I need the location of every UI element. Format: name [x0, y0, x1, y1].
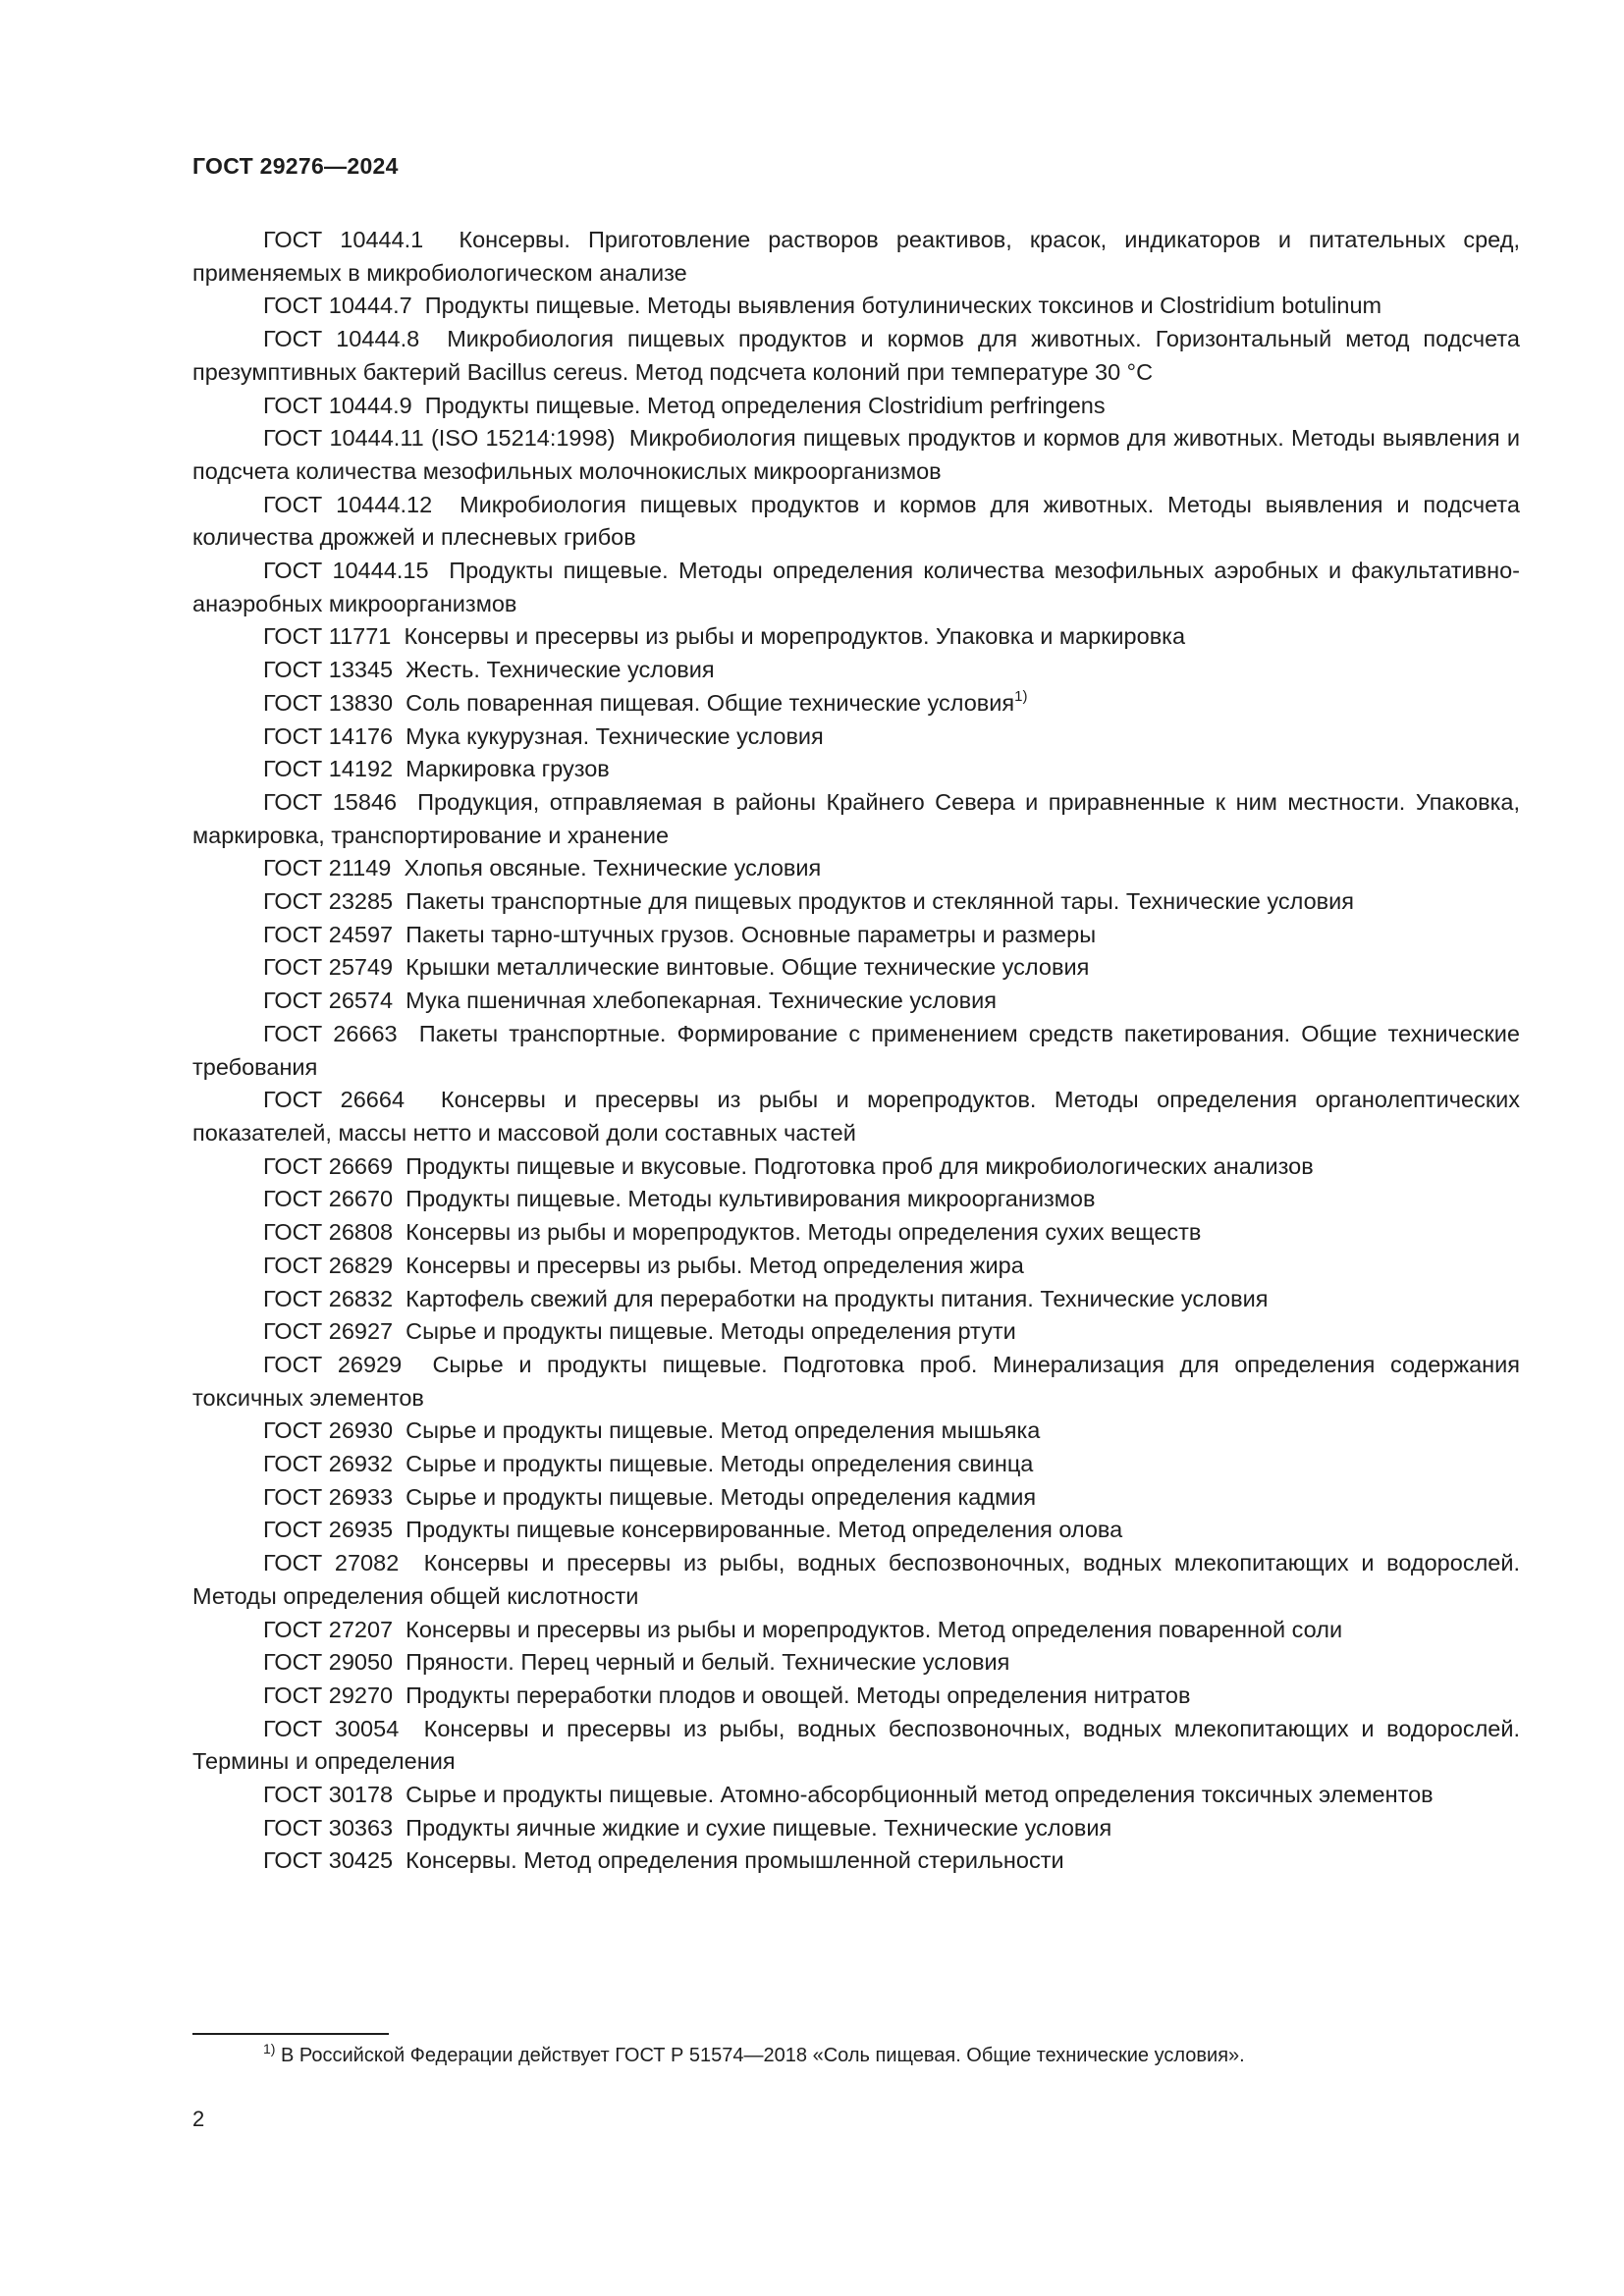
reference-title: Консервы и пресервы из рыбы и морепродуктов. Методы определения органолептических показателей, массы нетто и массовой доли составных частей: [192, 1087, 1521, 1146]
reference-code: ГОСТ 10444.7: [263, 293, 412, 319]
reference-title: Продукты переработки плодов и овощей. Методы определения нитратов: [406, 1682, 1191, 1708]
reference-title: Пакеты тарно-штучных грузов. Основные параметры и размеры: [406, 921, 1097, 947]
reference-item: [192, 1084, 1520, 1149]
reference-item: [192, 1216, 1520, 1250]
reference-code: ГОСТ 26829: [263, 1252, 394, 1278]
reference-code: ГОСТ 27082: [263, 1550, 400, 1576]
reference-code: ГОСТ 27207: [263, 1616, 394, 1642]
reference-code: ГОСТ 26669: [263, 1152, 394, 1179]
reference-code: ГОСТ 10444.9: [263, 392, 412, 418]
reference-title: Консервы и пресервы из рыбы, водных беспозвоночных, водных млекопитающих и водорослей. Термины и определения: [192, 1715, 1521, 1775]
reference-code: ГОСТ 30363: [263, 1814, 394, 1841]
reference-code: ГОСТ 14192: [263, 756, 394, 782]
reference-item: [192, 390, 1520, 423]
reference-item: [192, 620, 1520, 654]
reference-item: [192, 1514, 1520, 1547]
reference-code: ГОСТ 11771: [263, 623, 392, 650]
reference-title: Мука пшеничная хлебопекарная. Технические условия: [406, 988, 997, 1014]
reference-item: [192, 1349, 1520, 1415]
reference-code: ГОСТ 26935: [263, 1517, 394, 1543]
reference-item: [192, 422, 1520, 488]
reference-code: ГОСТ 30178: [263, 1782, 394, 1808]
reference-item: [192, 1415, 1520, 1448]
reference-code: ГОСТ 26670: [263, 1186, 394, 1212]
reference-item: [192, 786, 1520, 852]
reference-item: [192, 1713, 1520, 1779]
normative-references-list: [192, 224, 1520, 1878]
reference-item: [192, 1844, 1520, 1878]
page-number: 2: [192, 2107, 205, 2131]
reference-code: ГОСТ 23285: [263, 888, 394, 915]
reference-title: Продукты яичные жидкие и сухие пищевые. Технические условия: [406, 1814, 1112, 1841]
footnote-marker: 1): [263, 2041, 276, 2056]
reference-title: Сырье и продукты пищевые. Методы определения ртути: [406, 1318, 1016, 1345]
reference-item: [192, 852, 1520, 885]
reference-item: [192, 1448, 1520, 1481]
reference-title: Соль поваренная пищевая. Общие технические условия: [406, 689, 1015, 716]
reference-title: Консервы. Метод определения промышленной стерильности: [406, 1847, 1064, 1874]
reference-item: [192, 951, 1520, 985]
reference-code: ГОСТ 24597: [263, 921, 394, 947]
reference-title: Продукты пищевые. Методы культивирования микроорганизмов: [406, 1186, 1096, 1212]
reference-title: Консервы. Приготовление растворов реактивов, красок, индикаторов и питательных сред, применяемых в микробиологическом анализе: [192, 227, 1520, 286]
footnote-reference: 1): [1014, 687, 1028, 705]
reference-title: Продукция, отправляемая в районы Крайнего Севера и приравненные к ним местности. Упаковка, маркировка, транспортирование и хранение: [192, 788, 1520, 848]
reference-title: Сырье и продукты пищевые. Методы определения кадмия: [406, 1483, 1037, 1510]
reference-title: Микробиология пищевых продуктов и кормов для животных. Горизонтальный метод подсчета презумптивных бактерий Bacillus cereus. Метод подсчета колоний при температуре 30 °C: [192, 326, 1520, 385]
reference-code: ГОСТ 29270: [263, 1682, 394, 1708]
reference-title: Продукты пищевые. Методы определения количества мезофильных аэробных и факультативно-анаэробных микроорганизмов: [192, 558, 1521, 616]
reference-code: ГОСТ 13830: [263, 689, 394, 716]
reference-code: ГОСТ 10444.12: [263, 491, 433, 517]
reference-item: [192, 290, 1520, 323]
reference-item: [192, 1250, 1520, 1283]
reference-item: [192, 687, 1520, 721]
reference-code: ГОСТ 14176: [263, 722, 394, 749]
reference-item: [192, 1646, 1520, 1680]
reference-code: ГОСТ 15846: [263, 788, 398, 815]
reference-code: ГОСТ 25749: [263, 954, 394, 981]
reference-title: Продукты пищевые консервированные. Метод определения олова: [406, 1517, 1123, 1543]
reference-item: [192, 1680, 1520, 1713]
reference-code: ГОСТ 10444.11 (ISO 15214:1998): [263, 425, 616, 452]
reference-code: ГОСТ 26664: [263, 1087, 406, 1113]
reference-title: Сырье и продукты пищевые. Методы определения свинца: [406, 1451, 1034, 1477]
reference-item: [192, 1183, 1520, 1216]
reference-code: ГОСТ 10444.1: [263, 227, 424, 252]
reference-code: ГОСТ 13345: [263, 657, 394, 683]
reference-item: [192, 1481, 1520, 1515]
reference-title: Мука кукурузная. Технические условия: [406, 722, 824, 749]
reference-code: ГОСТ 26930: [263, 1417, 394, 1444]
reference-code: ГОСТ 26832: [263, 1285, 394, 1311]
reference-item: [192, 753, 1520, 786]
reference-item: [192, 224, 1520, 290]
reference-title: Жесть. Технические условия: [406, 657, 715, 683]
reference-title: Консервы из рыбы и морепродуктов. Методы определения сухих веществ: [406, 1219, 1202, 1246]
reference-item: [192, 1150, 1520, 1184]
footnote-text: В Российской Федерации действует ГОСТ Р 51574—2018 «Соль пищевая. Общие технические условия».: [281, 2045, 1245, 2066]
reference-code: ГОСТ 10444.15: [263, 558, 429, 584]
reference-title: Консервы и пресервы из рыбы, водных беспозвоночных, водных млекопитающих и водорослей. Методы определения общей кислотности: [192, 1550, 1521, 1609]
reference-item: [192, 1018, 1520, 1084]
reference-item: [192, 1283, 1520, 1316]
reference-item: [192, 489, 1520, 555]
reference-code: ГОСТ 26929: [263, 1351, 403, 1377]
reference-title: Микробиология пищевых продуктов и кормов для животных. Методы выявления и подсчета количества мезофильных молочнокислых микроорганизмов: [192, 425, 1520, 484]
reference-code: ГОСТ 30425: [263, 1847, 394, 1874]
reference-item: [192, 654, 1520, 687]
reference-item: [192, 721, 1520, 754]
footnote-divider: [192, 2033, 389, 2035]
reference-title: Картофель свежий для переработки на продукты питания. Технические условия: [406, 1285, 1269, 1311]
reference-code: ГОСТ 26663: [263, 1020, 398, 1046]
reference-title: Консервы и пресервы из рыбы и морепродуктов. Упаковка и маркировка: [404, 623, 1186, 650]
reference-code: ГОСТ 10444.8: [263, 326, 420, 352]
reference-code: ГОСТ 26933: [263, 1483, 394, 1510]
reference-code: ГОСТ 26808: [263, 1219, 394, 1246]
reference-title: Продукты пищевые. Метод определения Clostridium perfringens: [424, 392, 1106, 418]
reference-title: Микробиология пищевых продуктов и кормов для животных. Методы выявления и подсчета количества дрожжей и плесневых грибов: [192, 491, 1520, 551]
reference-title: Крышки металлические винтовые. Общие технические условия: [406, 954, 1090, 981]
reference-item: [192, 1614, 1520, 1647]
reference-title: Продукты пищевые и вкусовые. Подготовка проб для микробиологических анализов: [406, 1152, 1314, 1179]
reference-item: [192, 1315, 1520, 1349]
reference-item: [192, 985, 1520, 1018]
reference-item: [192, 919, 1520, 952]
footnote: [263, 2043, 1245, 2068]
reference-title: Сырье и продукты пищевые. Атомно-абсорбционный метод определения токсичных элементов: [406, 1782, 1434, 1808]
reference-title: Маркировка грузов: [406, 756, 610, 782]
reference-title: Продукты пищевые. Методы выявления ботулинических токсинов и Clostridium botulinum: [424, 293, 1382, 319]
reference-title: Консервы и пресервы из рыбы. Метод определения жира: [406, 1252, 1024, 1278]
reference-code: ГОСТ 29050: [263, 1649, 394, 1676]
reference-title: Сырье и продукты пищевые. Подготовка проб. Минерализация для определения содержания токсичных элементов: [192, 1351, 1521, 1411]
reference-title: Пряности. Перец черный и белый. Технические условия: [406, 1649, 1010, 1676]
reference-code: ГОСТ 26574: [263, 988, 394, 1014]
reference-code: ГОСТ 26932: [263, 1451, 394, 1477]
reference-code: ГОСТ 26927: [263, 1318, 394, 1345]
reference-item: [192, 885, 1520, 919]
reference-title: Консервы и пресервы из рыбы и морепродуктов. Метод определения поваренной соли: [406, 1616, 1343, 1642]
reference-item: [192, 555, 1520, 620]
reference-title: Сырье и продукты пищевые. Метод определения мышьяка: [406, 1417, 1041, 1444]
reference-title: Хлопья овсяные. Технические условия: [404, 855, 822, 881]
reference-title: Пакеты транспортные для пищевых продуктов и стеклянной тары. Технические условия: [406, 888, 1354, 915]
reference-item: [192, 323, 1520, 389]
reference-code: ГОСТ 30054: [263, 1715, 400, 1741]
reference-item: [192, 1779, 1520, 1812]
reference-item: [192, 1812, 1520, 1845]
document-header: ГОСТ 29276—2024: [192, 153, 399, 179]
reference-code: ГОСТ 21149: [263, 855, 392, 881]
reference-title: Пакеты транспортные. Формирование с применением средств пакетирования. Общие технические требования: [192, 1020, 1520, 1080]
reference-item: [192, 1547, 1520, 1613]
